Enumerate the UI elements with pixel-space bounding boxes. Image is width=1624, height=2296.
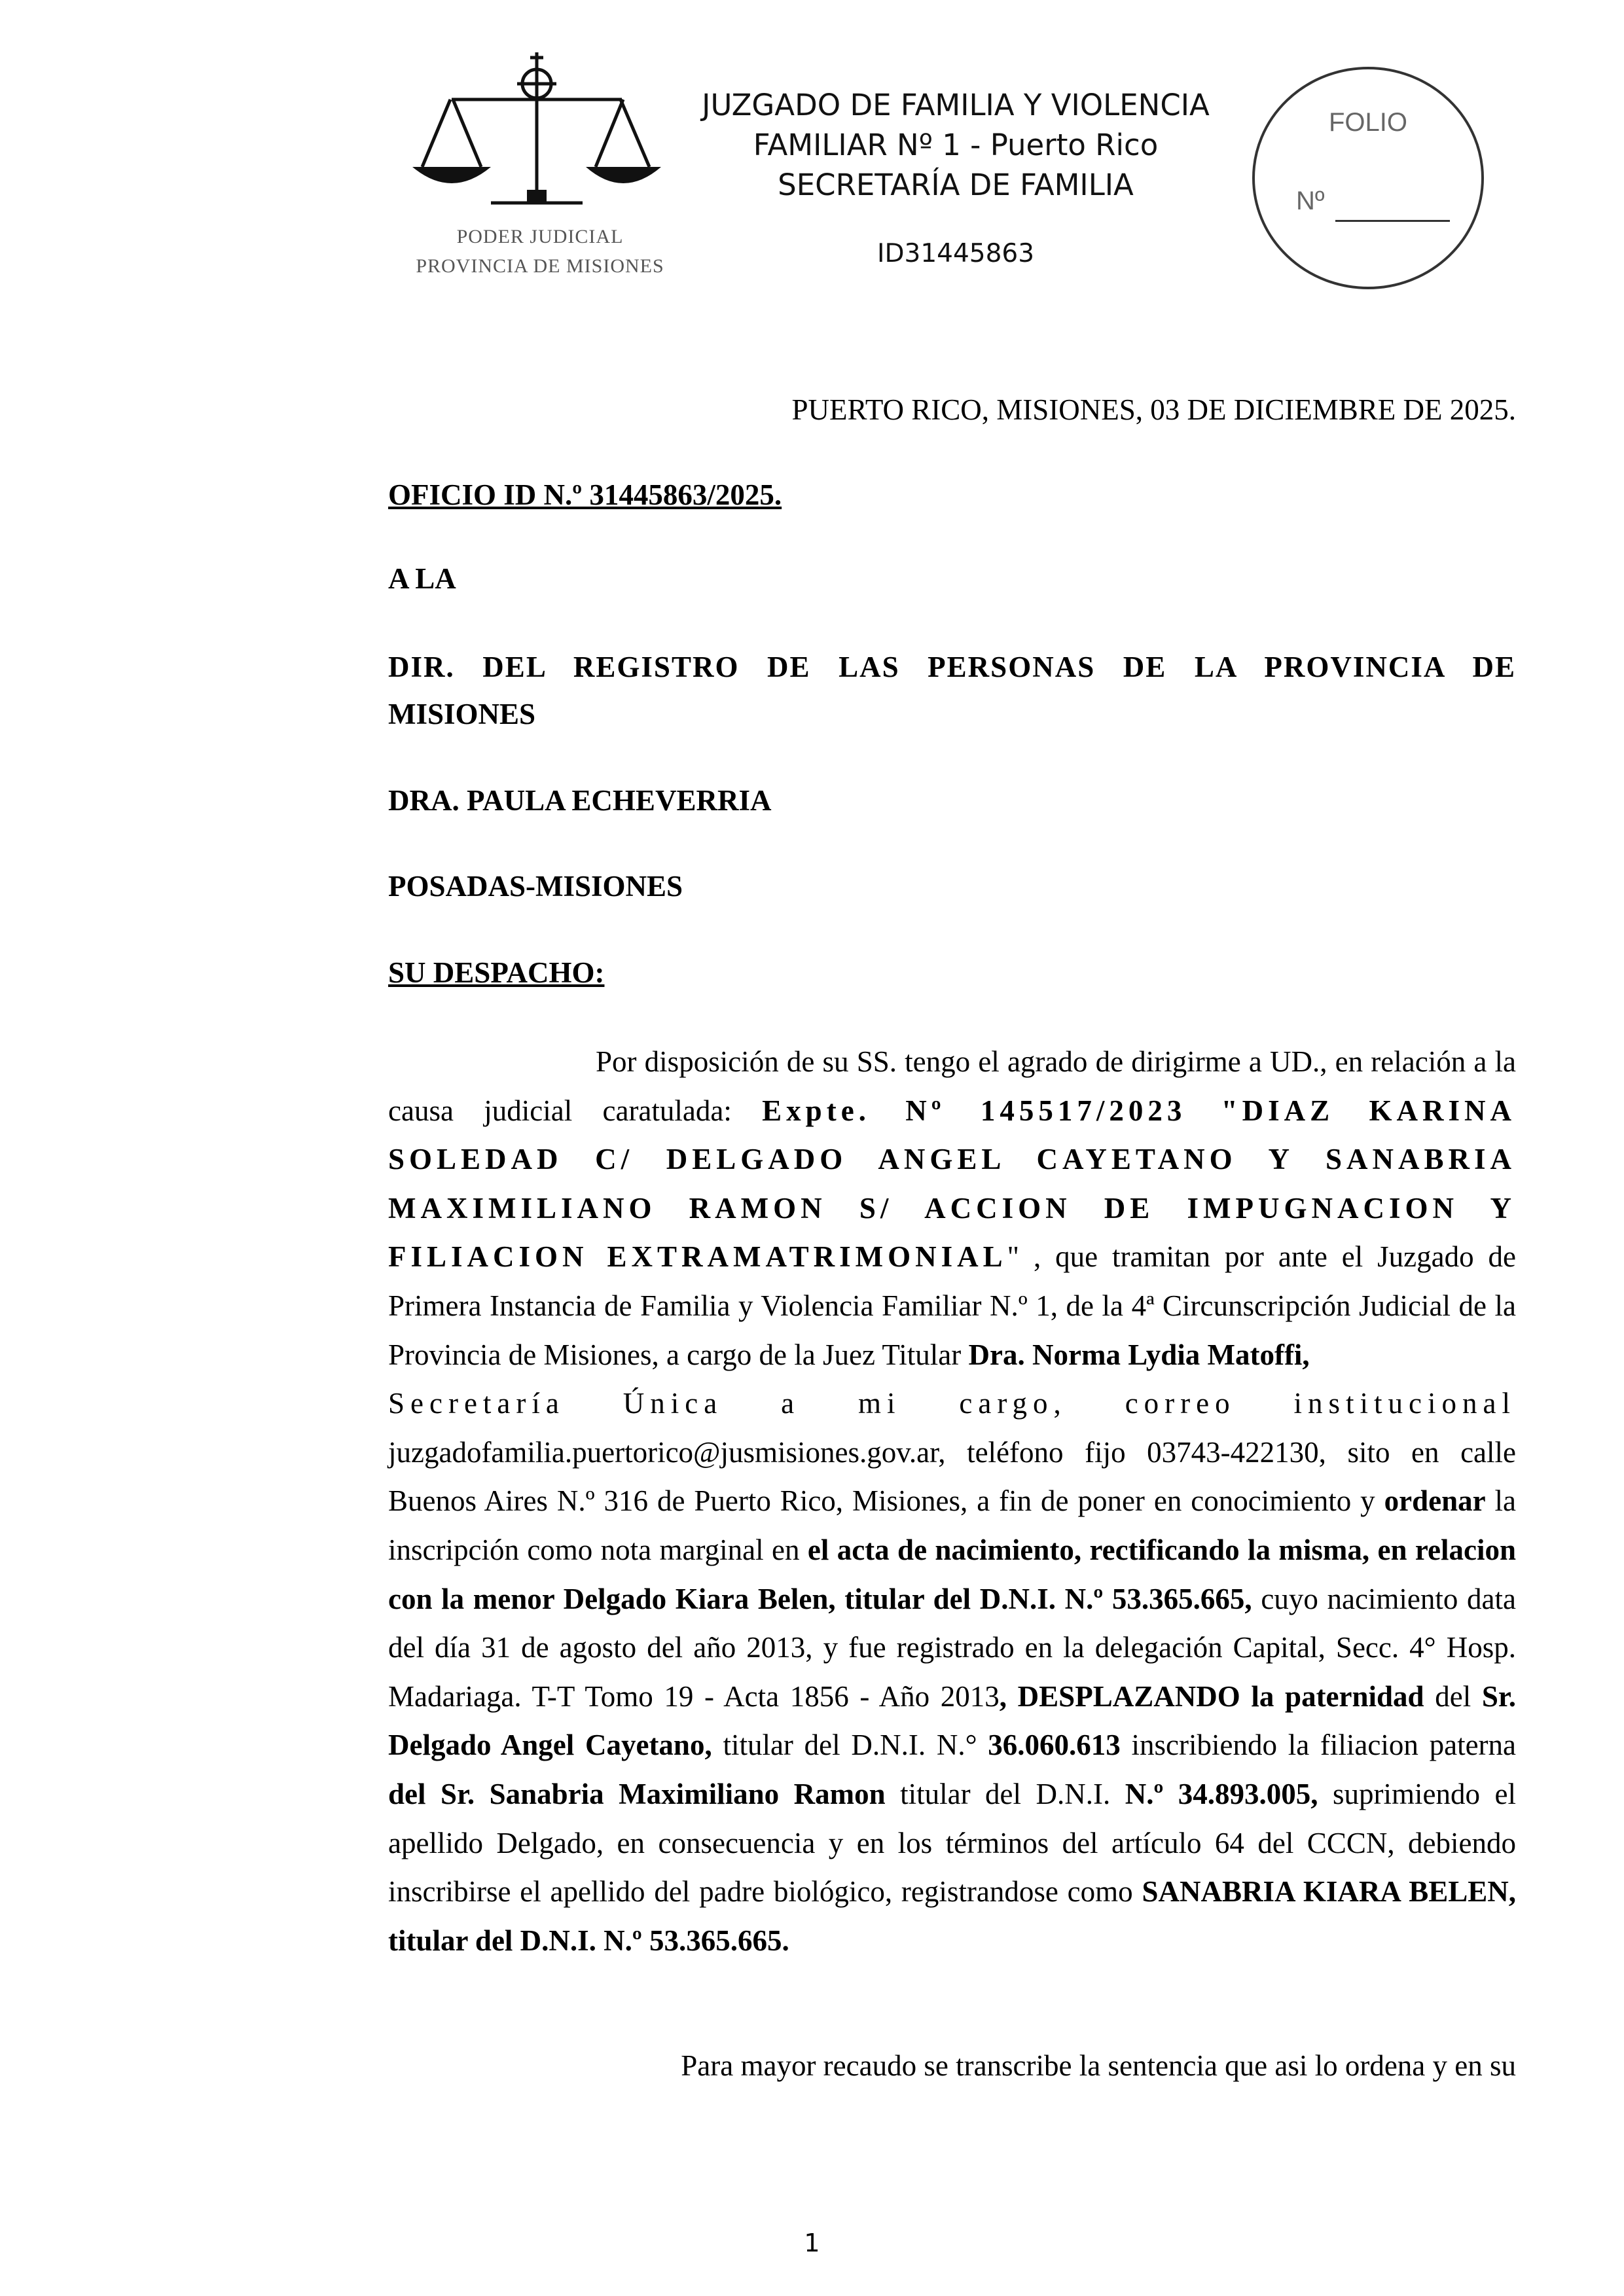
recipient-office-line1: DIR. DEL REGISTRO DE LAS PERSONAS DE LA PROVINCIA DE [388, 651, 1516, 683]
birth-registration-details: cuyo nacimiento data del día 31 de agosto del año 2013, y fue registrado en la delegación Capital, Secc. 4° Hosp. Madariaga. T-T Tomo 19 - Acta 1856 - Año 2013 [388, 1582, 1517, 1713]
page-number: 1 [804, 2229, 820, 2257]
logo-caption-judicial: PODER JUDICIAL [456, 226, 624, 247]
biological-father-name: del Sr. Sanabria Maximiliano Ramon [388, 1777, 886, 1810]
court-contact-details: juzgadofamilia.puertorico@jusmisiones.gov.ar, teléfono fijo 03743-422130, sito en calle Buenos Aires N.º 316 de Puerto Rico, Misiones, a fin de poner en conocimiento y [388, 1435, 1516, 1518]
court-document-id: ID31445863 [876, 239, 1035, 268]
comma-mark: , [999, 1679, 1007, 1713]
biological-father-dni: N.º 34.893.005, [1125, 1777, 1318, 1810]
folio-label: FOLIO [1328, 108, 1408, 137]
logo-caption-province: PROVINCIA DE MISIONES [416, 255, 664, 277]
order-verb: ordenar [1384, 1484, 1486, 1518]
birth-record-minor: el acta de nacimiento, rectificando la misma, en relacion con la menor Delgado Kiara Belen, titular del D.N.I. N.º 53.365.665, [388, 1533, 1516, 1615]
paternity-displacement: DESPLAZANDO la paternidad [1017, 1679, 1424, 1713]
oficio-number: OFICIO ID N.º 31445863/2025. [388, 478, 782, 511]
body-intro: Por disposición de su SS. tengo el agrado de dirigirme a UD., en relación a la causa judicial caratulada: [388, 1045, 1516, 1127]
su-despacho-heading: SU DESPACHO: [388, 956, 605, 989]
folio-number-blank [1335, 220, 1450, 222]
judge-name: Dra. Norma Lydia Matoffi, [968, 1338, 1310, 1371]
document-date: PUERTO RICO, MISIONES, 03 DE DICIEMBRE DE 2025. [791, 393, 1516, 426]
recipient-city: POSADAS-MISIONES [388, 870, 683, 903]
court-name [655, 85, 1257, 205]
folio-number-label: Nº [1296, 187, 1325, 215]
court-name-line2: FAMILIAR Nº 1 - Puerto Rico [753, 128, 1159, 162]
closing-line: Para mayor recaudo se transcribe la sentencia que asi lo ordena y en su [681, 2049, 1516, 2082]
secretary-line: Secretaría Única a mi cargo, correo institucional [388, 1387, 1516, 1420]
folio-stamp-circle [1247, 60, 1489, 296]
court-name-line1: JUZGADO DE FAMILIA Y VIOLENCIA [702, 88, 1210, 122]
case-caption: Expte. Nº 145517/2023 "DIAZ KARINA SOLEDAD C/ DELGADO ANGEL CAYETANO Y SANABRIA MAXIMILIANO RAMON S/ ACCION DE IMPUGNACION Y FILIACION EXTRAMATRIMONIAL [388, 1094, 1516, 1274]
marginal-note-text: la inscripción como nota marginal en [388, 1484, 1516, 1566]
recipient-prefix: A LA [388, 562, 456, 595]
displaced-father-name: Sr. Delgado Angel Cayetano, [388, 1679, 1517, 1762]
new-registered-name: SANABRIA KIARA BELEN, titular del D.N.I. N.º 53.365.665. [388, 1875, 1516, 1957]
recipient-office-line2: MISIONES [388, 698, 536, 730]
court-name-line3: SECRETARÍA DE FAMILIA [778, 168, 1134, 202]
displaced-father-dni: 36.060.613 [988, 1729, 1121, 1762]
body-paragraph: Por disposición de su SS. tengo el agrado de dirigirme a UD., en relación a la causa judicial caratulada: Expte. Nº 145517/2023 "DIAZ KARINA SOLEDAD C/ DELGADO ANGEL CAYETANO Y SANABRIA MAXIMILIANO RAMON S/ ACCION DE IMPUGNACION Y FILIACION EXTRAMATRIMONIAL" , que tramitan por ante el Juzgado de Primera Instancia de Familia y Violencia Familiar N.º 1, de la 4ª Circunscripción Judicial de la Provincia de Misiones, a cargo de la Juez Titular Dra. Norma Lydia Matoffi, Secretaría Única a mi cargo, correo institucional juzgadofamilia.puertorico@jusmisiones.gov.ar, teléfono fijo 03743-422130, sito en calle Buenos Aires N.º 316 de Puerto Rico, Misiones, a fin de poner en conocimiento y ordenar la inscripción como nota marginal en el acta de nacimiento, rectificando la misma, en relacion con la menor Delgado Kiara Belen, titular del D.N.I. N.º 53.365.665, cuyo nacimiento data del día 31 de agosto del año 2013, y fue registrado en la delegación Capital, Secc. 4° Hosp. Madariaga. T-T Tomo 19 - Acta 1856 - Año 2013, DESPLAZANDO la paternidad del Sr. Delgado Angel Cayetano, titular del D.N.I. N.° 36.060.613 inscribiendo la filiacion paterna del Sr. Sanabria Maximiliano Ramon titular del D.N.I. N.º 34.893.005, suprimiendo el apellido Delgado, en consecuencia y en los términos del artículo 64 del CCCN, debiendo inscribirse el apellido del padre biológico, registrandose como SANABRIA KIARA BELEN, titular del D.N.I. N.º 53.365.665. [388, 1045, 1517, 1957]
court-description: " , que tramitan por ante el Juzgado de Primera Instancia de Familia y Violencia Familiar N.º 1, de la 4ª Circunscripción Judicial de la Provincia de Misiones, a cargo de la Juez Titular [388, 1240, 1517, 1371]
recipient-name: DRA. PAULA ECHEVERRIA [388, 784, 772, 817]
